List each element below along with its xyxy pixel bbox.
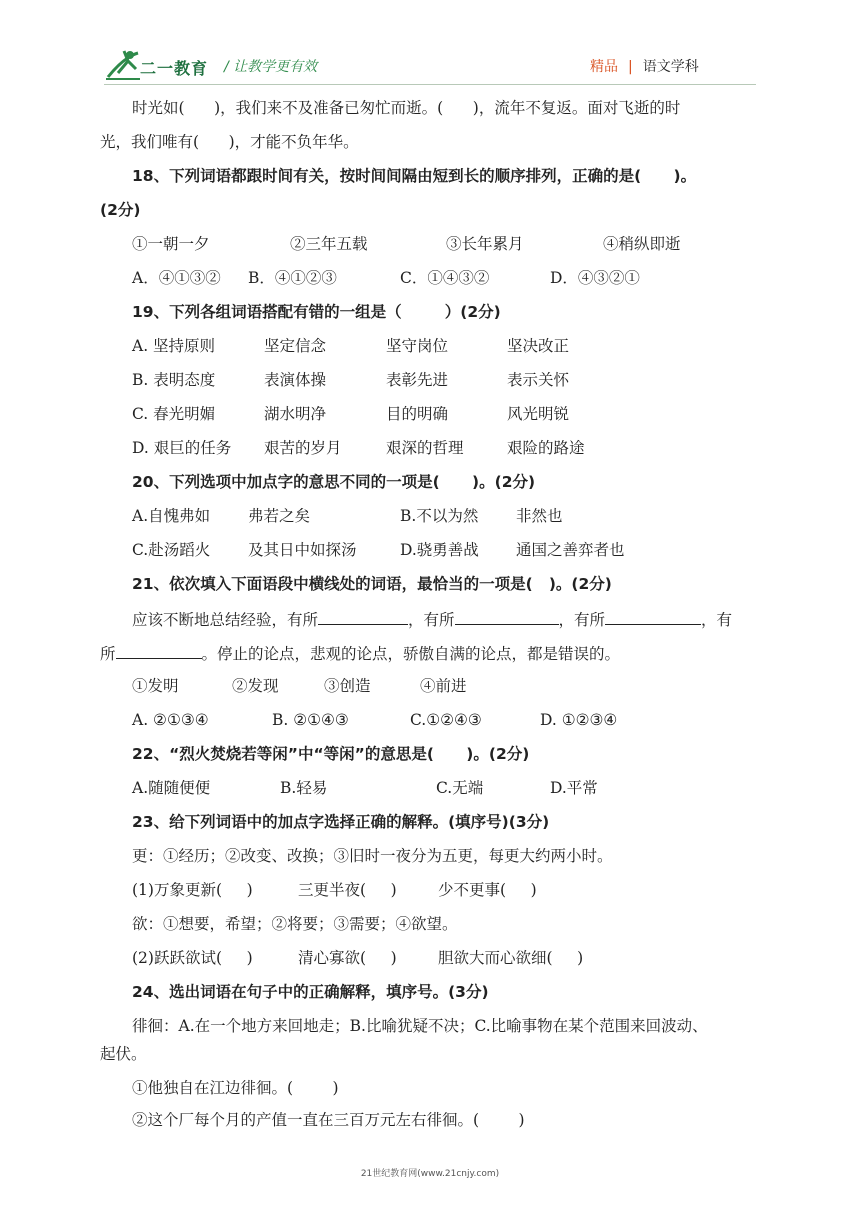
intro-line-1: 时光如( )，我们来不及准备已匆忙而逝。( )，流年不复返。面对飞逝的时 xyxy=(132,99,681,117)
q19-cell: 表彰先进 xyxy=(386,371,449,389)
q21-option: C.①②④③ xyxy=(410,711,482,729)
q21-passage-line-1: 应该不断地总结经验，有所 ，有所 ，有所 ，有 xyxy=(132,608,732,630)
slogan: / 让教学更有效 xyxy=(224,59,318,75)
q20-option-b2: 非然也 xyxy=(516,507,563,525)
q18-item: ④稍纵即逝 xyxy=(603,235,681,253)
q19-cell: C. 春光明媚 xyxy=(132,405,216,423)
q20-option-b1: B.不以为然 xyxy=(400,507,479,525)
header-right xyxy=(590,56,699,76)
q24-definition-1: 徘徊：A.在一个地方来回地走；B.比喻犹疑不决；C.比喻事物在某个范围来回波动、 xyxy=(132,1017,708,1035)
q19-cell: 艰苦的岁月 xyxy=(264,439,342,457)
q23-geng-item: 三更半夜( ) xyxy=(298,881,397,899)
intro-line-2: 光，我们唯有( )，才能不负年华。 xyxy=(100,133,359,151)
q20-option-a2: 弗若之矣 xyxy=(248,507,311,525)
q18-item: ①一朝一夕 xyxy=(132,235,210,253)
q20-option-c1: C.赴汤蹈火 xyxy=(132,541,211,559)
q23-yu-item: 胆欲大而心欲细( ) xyxy=(438,949,584,967)
q23-yu-item: (2)跃跃欲试( ) xyxy=(132,949,253,967)
q21-option: A. ②①③④ xyxy=(132,711,209,729)
q19-cell: 表演体操 xyxy=(264,371,327,389)
q23-geng-item: 少不更事( ) xyxy=(438,881,537,899)
q18-option: B．④①②③ xyxy=(248,269,337,287)
q19-cell: 表示关怀 xyxy=(507,371,570,389)
q20-option-c2: 及其日中如探汤 xyxy=(248,541,357,559)
q22-option: A.随随便便 xyxy=(132,779,211,797)
q23-geng-definition: 更：①经历；②改变、改换；③旧时一夜分为五更，每更大约两小时。 xyxy=(132,847,613,865)
q18-option: D．④③②① xyxy=(550,269,640,287)
q24-sentence-2: ②这个厂每个月的产值一直在三百万元左右徘徊。( ) xyxy=(132,1111,525,1129)
q21-word: ④前进 xyxy=(420,677,467,695)
q24-definition-2: 起伏。 xyxy=(100,1045,147,1063)
q21-word: ②发现 xyxy=(232,677,279,695)
q21-option: D. ①②③④ xyxy=(540,711,618,729)
quality-label: 精品 xyxy=(590,59,618,75)
q18-score: (2分) xyxy=(100,201,141,219)
q24-stem: 24、选出词语在句子中的正确解释，填序号。(3分) xyxy=(132,983,489,1001)
q18-item: ③长年累月 xyxy=(446,235,524,253)
q23-yu-definition: 欲：①想要，希望；②将要；③需要；④欲望。 xyxy=(132,915,458,933)
q20-option-d1: D.骁勇善战 xyxy=(400,541,479,559)
page-footer: 21世纪教育网(www.21cnjy.com) xyxy=(360,1169,500,1179)
q18-item: ②三年五载 xyxy=(290,235,368,253)
blank-4[interactable] xyxy=(116,642,202,659)
q21-word: ①发明 xyxy=(132,677,179,695)
q21-option: B. ②①④③ xyxy=(272,711,349,729)
logo-text: 二一教育 xyxy=(140,59,209,78)
q19-cell: 艰深的哲理 xyxy=(386,439,464,457)
q18-stem: 18、下列词语都跟时间有关，按时间间隔由短到长的顺序排列，正确的是( )。 xyxy=(132,167,697,185)
q19-cell: 风光明锐 xyxy=(507,405,570,423)
q23-stem: 23、给下列词语中的加点字选择正确的解释。(填序号)(3分) xyxy=(132,813,550,831)
q23-geng-item: (1)万象更新( ) xyxy=(132,881,253,899)
q21-passage-line-2: 所 。停止的论点，悲观的论点，骄傲自满的论点，都是错误的。 xyxy=(100,642,620,664)
q24-sentence-1: ①他独自在江边徘徊。( ) xyxy=(132,1079,339,1097)
q23-yu-item: 清心寡欲( ) xyxy=(298,949,397,967)
q22-stem: 22、“烈火焚烧若等闲”中“等闲”的意思是( )。(2分) xyxy=(132,745,530,763)
q18-option: C．①④③② xyxy=(400,269,490,287)
q18-option: A．④①③② xyxy=(132,269,221,287)
blank-1[interactable] xyxy=(318,608,408,625)
q21-word: ③创造 xyxy=(324,677,371,695)
q22-option: D.平常 xyxy=(550,779,598,797)
q21-stem: 21、依次填入下面语段中横线处的词语，最恰当的一项是( )。(2分) xyxy=(132,575,612,593)
q20-option-a1: A.自愧弗如 xyxy=(132,507,211,525)
q19-cell: 坚守岗位 xyxy=(386,337,449,355)
header-divider xyxy=(104,84,756,85)
q19-stem: 19、下列各组词语搭配有错的一组是（ ）(2分) xyxy=(132,303,501,321)
q19-cell: D. 艰巨的任务 xyxy=(132,439,232,457)
q19-cell: B. 表明态度 xyxy=(132,371,216,389)
q19-cell: 湖水明净 xyxy=(264,405,327,423)
blank-2[interactable] xyxy=(455,608,559,625)
q20-stem: 20、下列选项中加点字的意思不同的一项是( )。(2分) xyxy=(132,473,536,491)
q19-cell: A. 坚持原则 xyxy=(132,337,216,355)
subject-label: 语文学科 xyxy=(642,59,699,75)
q19-cell: 坚定信念 xyxy=(264,337,327,355)
blank-3[interactable] xyxy=(605,608,701,625)
q19-cell: 坚决改正 xyxy=(507,337,570,355)
header-separator: | xyxy=(628,59,633,75)
page-header xyxy=(0,0,860,90)
q20-option-d2: 通国之善弈者也 xyxy=(516,541,625,559)
q22-option: C.无端 xyxy=(436,779,484,797)
q19-cell: 目的明确 xyxy=(386,405,449,423)
q19-cell: 艰险的路途 xyxy=(507,439,585,457)
q22-option: B.轻易 xyxy=(280,779,328,797)
